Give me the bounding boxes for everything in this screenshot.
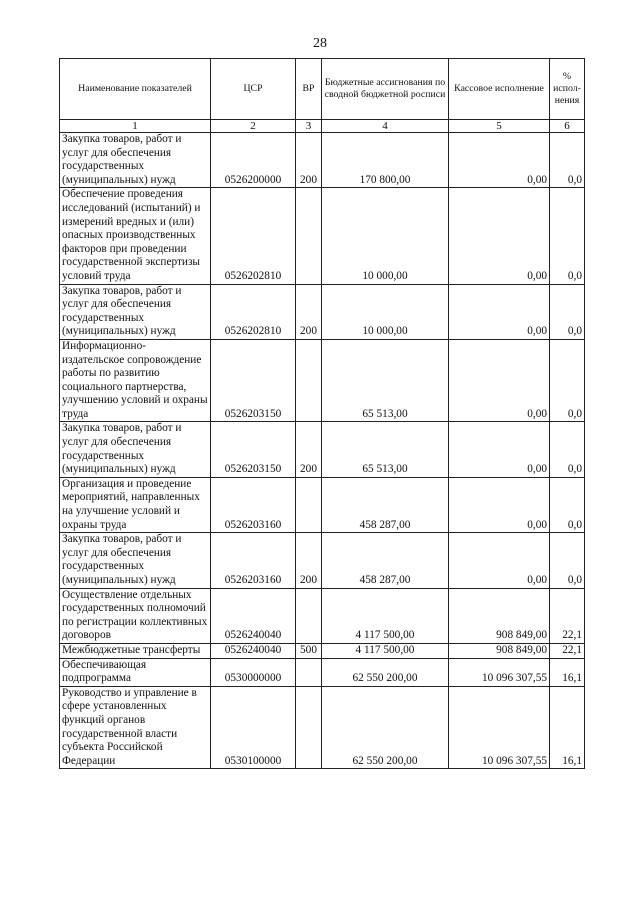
row-vr — [296, 339, 322, 422]
row-name: Обеспечение проведения исследований (испытаний) и измерений вредных и (или) опасных производственных факторов при проведении государственной экспертизы условий труда — [60, 188, 211, 284]
budget-execution-table — [59, 58, 585, 769]
row-vr: 200 — [296, 533, 322, 588]
row-name: Закупка товаров, работ и услуг для обеспечения государственных (муниципальных) нужд — [60, 533, 211, 588]
table-row — [60, 533, 585, 588]
row-pct: 0,0 — [550, 133, 585, 188]
row-cash: 0,00 — [449, 339, 550, 422]
row-csr: 0526202810 — [211, 188, 296, 284]
row-pct: 22,1 — [550, 643, 585, 658]
row-vr: 200 — [296, 422, 322, 477]
page-number: 28 — [313, 36, 327, 51]
table-row — [60, 133, 585, 188]
row-pct: 0,0 — [550, 533, 585, 588]
table-row — [60, 686, 585, 769]
header-name: Наименование показателей — [60, 59, 211, 120]
row-name: Межбюджетные трансферты — [60, 643, 211, 658]
column-number: 6 — [550, 120, 585, 133]
column-number: 5 — [449, 120, 550, 133]
row-vr — [296, 188, 322, 284]
row-name: Закупка товаров, работ и услуг для обеспечения государственных (муниципальных) нужд — [60, 133, 211, 188]
row-name: Обеспечивающая подпрограмма — [60, 658, 211, 686]
row-vr: 500 — [296, 643, 322, 658]
row-budget: 65 513,00 — [322, 339, 449, 422]
row-cash: 0,00 — [449, 284, 550, 339]
row-csr: 0526240040 — [211, 588, 296, 643]
row-budget: 65 513,00 — [322, 422, 449, 477]
table-row — [60, 477, 585, 532]
row-budget: 458 287,00 — [322, 533, 449, 588]
row-csr: 0526203150 — [211, 339, 296, 422]
row-csr: 0526203160 — [211, 533, 296, 588]
row-cash: 0,00 — [449, 133, 550, 188]
row-name: Информационно-издательское сопровождение работы по развитию социального партнерства, улучшению условий и охраны труда — [60, 339, 211, 422]
table-row — [60, 658, 585, 686]
row-csr: 0526202810 — [211, 284, 296, 339]
row-pct: 22,1 — [550, 588, 585, 643]
header-csr: ЦСР — [211, 59, 296, 120]
row-name: Закупка товаров, работ и услуг для обеспечения государственных (муниципальных) нужд — [60, 284, 211, 339]
header-row — [60, 59, 585, 120]
row-csr: 0530000000 — [211, 658, 296, 686]
row-budget: 4 117 500,00 — [322, 588, 449, 643]
table-row — [60, 643, 585, 658]
column-number: 2 — [211, 120, 296, 133]
row-cash: 908 849,00 — [449, 588, 550, 643]
row-pct: 0,0 — [550, 422, 585, 477]
row-cash: 10 096 307,55 — [449, 658, 550, 686]
column-number-row — [60, 120, 585, 133]
row-vr — [296, 658, 322, 686]
row-name: Закупка товаров, работ и услуг для обеспечения государственных (муниципальных) нужд — [60, 422, 211, 477]
row-cash: 0,00 — [449, 477, 550, 532]
row-csr: 0526240040 — [211, 643, 296, 658]
row-budget: 10 000,00 — [322, 284, 449, 339]
row-budget: 458 287,00 — [322, 477, 449, 532]
row-vr: 200 — [296, 284, 322, 339]
row-vr — [296, 588, 322, 643]
table-row — [60, 188, 585, 284]
header-budget: Бюджетные ассигнования по сводной бюджетной росписи — [322, 59, 449, 120]
column-number: 1 — [60, 120, 211, 133]
table-row — [60, 339, 585, 422]
column-number: 3 — [296, 120, 322, 133]
row-csr: 0526200000 — [211, 133, 296, 188]
row-cash: 10 096 307,55 — [449, 686, 550, 769]
header-pct: % испол-нения — [550, 59, 585, 120]
column-number: 4 — [322, 120, 449, 133]
header-vr: ВР — [296, 59, 322, 120]
row-cash: 0,00 — [449, 422, 550, 477]
row-csr: 0526203150 — [211, 422, 296, 477]
row-budget: 4 117 500,00 — [322, 643, 449, 658]
row-pct: 16,1 — [550, 686, 585, 769]
header-cash: Кассовое исполнение — [449, 59, 550, 120]
row-budget: 62 550 200,00 — [322, 658, 449, 686]
row-name: Осуществление отдельных государственных полномочий по регистрации коллективных договоров — [60, 588, 211, 643]
row-vr — [296, 477, 322, 532]
row-budget: 170 800,00 — [322, 133, 449, 188]
row-vr: 200 — [296, 133, 322, 188]
row-pct: 0,0 — [550, 284, 585, 339]
row-budget: 62 550 200,00 — [322, 686, 449, 769]
row-csr: 0526203160 — [211, 477, 296, 532]
table-row — [60, 422, 585, 477]
row-budget: 10 000,00 — [322, 188, 449, 284]
table-row — [60, 588, 585, 643]
table-row — [60, 284, 585, 339]
row-csr: 0530100000 — [211, 686, 296, 769]
row-pct: 0,0 — [550, 477, 585, 532]
row-name: Организация и проведение мероприятий, направленных на улучшение условий и охраны труда — [60, 477, 211, 532]
row-pct: 16,1 — [550, 658, 585, 686]
row-cash: 0,00 — [449, 188, 550, 284]
row-pct: 0,0 — [550, 339, 585, 422]
row-name: Руководство и управление в сфере установленных функций органов государственной власти субъекта Российской Федерации — [60, 686, 211, 769]
row-cash: 908 849,00 — [449, 643, 550, 658]
row-vr — [296, 686, 322, 769]
row-cash: 0,00 — [449, 533, 550, 588]
row-pct: 0,0 — [550, 188, 585, 284]
